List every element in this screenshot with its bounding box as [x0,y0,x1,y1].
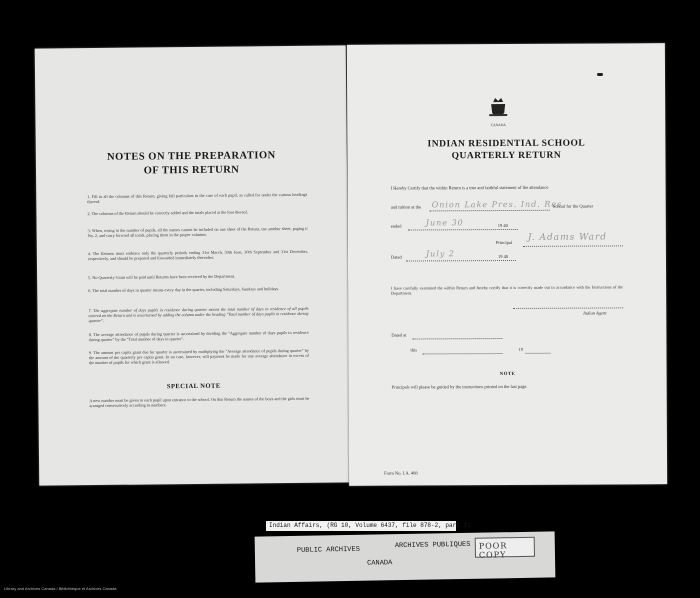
note-6: 6. The total number of days in quarter means every day in the quarter, including Saturdays, Sundays and holidays. [88,286,280,294]
stamp-public-archives: PUBLIC ARCHIVES [296,545,360,555]
note-text: Principals will please be guided by the instructions printed on the last page. [391,383,528,390]
examined-statement: I have carefully examined the within Return and hereby certify that it is correctly made out in accordance with the Instructions of the Department. [391,284,624,296]
return-title-line2: QUARTERLY RETURN [451,150,562,162]
quarter-ended-handwritten: June 30 [425,218,464,228]
note-2: 2. The columns of the Return should be correctly added and the totals placed at the foot thereof. [87,209,248,217]
school-name-handwritten: Onion Lake Pres. Ind. Res [431,199,563,210]
tuition-prefix: and tuition at the [390,204,422,210]
tuition-suffix: School for the Quarter [552,203,594,209]
dated-year: 19 40 [497,253,509,260]
poor-copy-stamp: POOR COPY [478,541,508,560]
ended-prefix: ended [390,223,402,229]
notes-title-line2: OF THIS RETURN [143,164,240,177]
return-title-line1: INDIAN RESIDENTIAL SCHOOL [427,138,586,150]
note-title: NOTE [499,371,516,378]
crest-icon [487,96,509,122]
certify-line: I Hereby Certify that the within Return is a true and faithful statement of the attendance [390,184,549,191]
crest-caption: CANADA [490,123,506,128]
dated-at-label: Dated at [391,332,407,338]
year-label: 19 [518,346,523,352]
reference-label [266,521,471,531]
note-5: 5. No Quarterly Grant will be paid until Returns have been received by the Department. [88,273,236,281]
notes-title-line1: NOTES ON THE PREPARATION [106,150,276,163]
poor-copy-box [475,537,535,558]
note-7: 7. The aggregate number of days pupils in residence during quarter means the total number of days in residence of all pupils entered on the Return and is ascertained by adding the column under the heading "Total number of days pupils in residence during quarter". [88,305,309,324]
dated-label: Dated [390,254,402,260]
footer-credit: Library and Archives Canada / Bibliothèque et Archives Canada [4,586,117,591]
quarter-ended-year: 19 40 [497,222,508,229]
dated-handwritten: July 2 [425,249,456,259]
special-note-text: A new number must be given to each pupil upon entrance to the school. On this Return the names of the boys and the girls must be arranged consecutively according to numbers. [89,395,310,409]
form-number: Form No. I.A. 408 [384,470,418,476]
note-9: 9. The amount per capita grant due for quarter is ascertained by multiplying the "Average attendance of pupils during quarter" by the amount of the quarterly per capita grant. In no case, however, will payment be made for any average attendance in excess of the number of pupils for which grant is allowed. [88,347,309,366]
note-3: 3. When, owing to the number of pupils, all the names cannot be included on one sheet of the Return, use another sheet, paging it No. 2, and carry forward all totals, placing them in the proper columns. [87,225,308,239]
right-page [347,43,667,486]
stamp-archives-publiques: ARCHIVES PUBLIQUES [394,540,471,551]
note-1: 1. Fill in all the columns of this Return, giving full particulars in the case of each pupil, as called for under the various headings thereof. [87,191,308,205]
left-page [35,45,351,485]
special-note-title: SPECIAL NOTE [166,382,221,391]
this-label: this [410,347,417,353]
note-4: 4. The Returns must embrace only the quarterly periods ending 31st March, 30th June, 30th September and 31st December, respectively, and should be prepared and forwarded immediately thereafter. [87,248,308,262]
stamp-canada: CANADA [367,559,393,568]
principal-label: Principal [495,239,513,246]
note-8: 8. The average attendance of pupils during quarter is ascertained by dividing the "Aggregate number of days pupils in residence during quarter" by the "Total number of days in quarter". [88,329,309,343]
ink-speck [597,73,603,76]
principal-signature: J. Adams Ward [527,232,608,243]
indian-agent-label: Indian Agent [583,310,607,316]
reference-text: Indian Affairs, (RG 10, Volume 6437, file 878-2, part 3) [269,522,471,529]
archive-stamp [255,531,556,582]
